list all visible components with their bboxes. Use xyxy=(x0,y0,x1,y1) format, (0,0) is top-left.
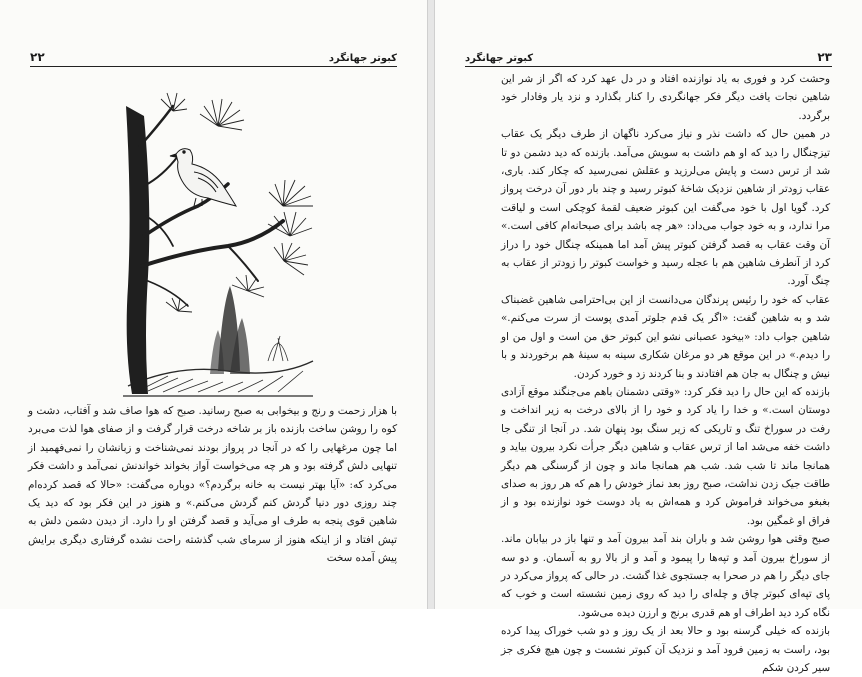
paragraph: بازنده که خیلی گرسنه بود و حالا بعد از یک روز و دو شب خوراک پیدا کرده بود، راست به زمین فرود آمد و نزدیک آن کبوتر نشست و چون هیچ فکری جز سیر کردن شکم xyxy=(501,625,830,674)
right-page-header xyxy=(465,46,832,67)
page-number: ۲۲ xyxy=(30,50,45,64)
running-title: کبوتر جهانگرد xyxy=(465,53,534,64)
cypress-trees xyxy=(210,286,250,374)
paragraph: وحشت کرد و فوری به یاد نوازنده افتاد و در دل عهد کرد که اگر از شر این شاهین نجات یافت دیگر فکر جهانگردی را کنار بگذارد و نزد یار وفادار خود برگردد. xyxy=(501,73,830,122)
page-number: ۲۳ xyxy=(817,50,832,64)
left-page-header xyxy=(30,46,397,67)
running-title: کبوتر جهانگرد xyxy=(328,53,397,64)
left-page-body xyxy=(28,402,397,568)
right-page xyxy=(434,0,862,674)
paragraph: با هزار زحمت و رنج و بیخوابی به صبح رسانید. صبح که هوا صاف شد و آفتاب، دشت و کوه را روشن ساخت بازنده باز بر شاخه درخت قرار گرفت و از صفای هوا لذت می‌برد اما چون مرغهایی را که در آنجا در پرواز بودند نمی‌شناخت و زبانشان را نمی‌فهمید از تنهایی دلش گرفته بود و هر چه می‌خواست آواز بخواند خواندنش نمی‌آمد و داشت فکر می‌کرد که: «آیا بهتر نیست به خانه برگردم؟» دوباره می‌گفت: «حالا که قصد کرده‌ام چند روزی دور دنیا گردش کنم گردش می‌کنم.» و هنوز در این فکر بود که دید یک شاهین قوی پنجه به طرف او می‌آید و قصد گرفتن او را دارد. از دیدن دشمن دلش به تپش افتاد و از اینکه هنوز از سرمای شب گذشته راحت نشده گرفتاری دیگری برایش پیش آمده سخت xyxy=(28,405,397,565)
paragraph: صبح وقتی هوا روشن شد و باران بند آمد بیرون آمد و تنها باز در بیابان ماند. از سوراخ بیرون آمد و تپه‌ها را پیمود و آمد و از بالا رو به آسمان. و دو سه جای دیگر را هم در صحرا به جستجوی غذا گشت. در حالی که پرواز می‌کرد در پای تپه‌ای کبوتر چاق و چله‌ای را دید که روی زمین نشسته است و خوب که نگاه کرد دید اطراف او هم قدری برنج و ارزن دیده می‌شود. xyxy=(501,533,830,619)
tree-trunk xyxy=(126,106,149,394)
paragraph: بازنده که این حال را دید فکر کرد: «وقتی دشمنان باهم می‌جنگند موقع آزادی دوستان است.» و خدا را یاد کرد و خود را از بالای درخت به زیر انداخت و رفت در سوراخ تنگ و تاریکی که زیر سنگ بود پنهان شد. در آنجا از تنگی جا داشت خفه می‌شد اما از ترس عقاب و شاهین دیگر جرأت نکرد بیرون بیاید و همانجا ماند تا شب شد. شب هم همانجا ماند و چون از گرسنگی هم دیگر طاقت جیک زدن نداشت، صبح روز بعد نماز خودش را هم که هر روز به صدای بغبغو می‌خواند فراموش کرد و همه‌اش به یاد دوست خود نوازنده بود و از فراق او غمگین بود. xyxy=(501,385,830,527)
right-page-body xyxy=(501,70,830,677)
dove-on-tree-illustration xyxy=(118,86,318,398)
foliage-clusters xyxy=(161,93,313,312)
paragraph: عقاب که خود را رئیس پرندگان می‌دانست از این بی‌احترامی شاهین غضبناک شد و به شاهین گفت: «اگر یک قدم جلوتر آمدی پوست از سرت می‌کنم.» شاهین جواب داد: «بیخود عصبانی نشو این کبوتر حق من است و اول من او را دیدم.» در این موقع هر دو مرغان شکاری سینه به سینهٔ هم برخوردند و با نیش و چنگال به جان هم افتادند و بنا کردند زد و خورد کردن. xyxy=(501,293,830,380)
tree-branches xyxy=(140,106,283,306)
paragraph: در همین حال که داشت نذر و نیاز می‌کرد ناگهان از طرف دیگر یک عقاب تیزچنگال را دید که او هم داشت به سویش می‌آمد. بازنده که دید دشمن دو تا شد از ترس دست و پایش می‌لرزید و عقلش نمی‌رسید که چکار کند. باری، عقاب زودتر از شاهین نزدیک شاخهٔ کبوتر رسید و چند بار دور آن درخت پرواز کرد. گویا اول با خود می‌گفت این کبوتر ضعیف لقمهٔ کوچکی است و لیاقت مرا ندارد، و به خود جواب می‌داد: «هر چه باشد برای صبحانه‌ام کافی است.» آن وقت عقاب به قصد گرفتن کبوتر پیش آمد اما همینکه چنگال خود را دراز کرد از آنطرف شاهین هم با عجله رسید و خواست کبوتر را زودتر از عقاب به چنگ آورد. xyxy=(501,128,830,288)
dove-icon xyxy=(170,149,236,206)
left-page xyxy=(0,0,428,609)
distant-shrub xyxy=(268,336,288,361)
